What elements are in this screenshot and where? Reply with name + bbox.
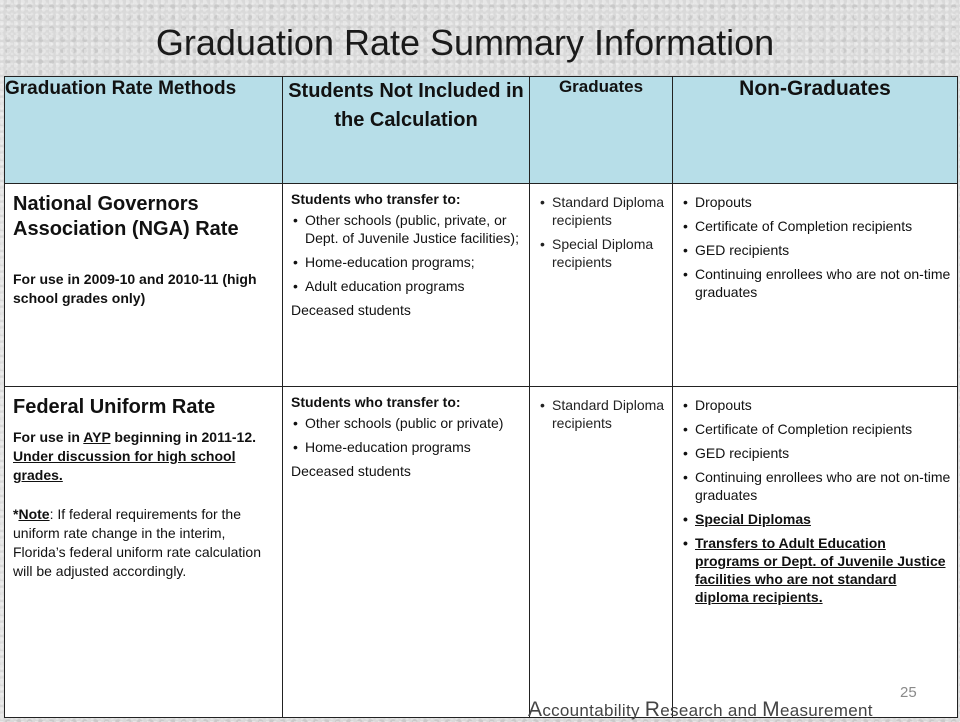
list-item: • Dropouts — [681, 193, 951, 211]
list-item: • Certificate of Completion recipients — [681, 420, 951, 438]
graduates-cell — [530, 184, 673, 387]
list-item: • Other schools (public, private, or Dept. of Juvenile Justice facilities); — [291, 211, 523, 247]
list-item: • Adult education programs — [291, 277, 523, 295]
list-item: • Home-education programs; — [291, 253, 523, 271]
table-row-federal — [5, 387, 958, 718]
not-included-heading: Students who transfer to: — [291, 394, 461, 410]
page-number: 25 — [900, 684, 917, 701]
list-item: • Special Diploma recipients — [538, 235, 666, 271]
list-item: • Certificate of Completion recipients — [681, 217, 951, 235]
method-cell — [5, 184, 283, 387]
header-row — [5, 77, 958, 184]
not-included-cell — [283, 387, 530, 718]
list-item: • GED recipients — [681, 241, 951, 259]
graduates-cell — [530, 387, 673, 718]
list-item: • Standard Diploma recipients — [538, 396, 666, 432]
non-graduates-cell — [673, 184, 958, 387]
slide-title: Graduation Rate Summary Information — [155, 22, 775, 63]
header-not-included: Students Not Included in the Calculation — [283, 77, 530, 184]
list-item: • Continuing enrollees who are not on-time graduates — [681, 468, 951, 504]
not-included-cell — [283, 184, 530, 387]
method-note: *Note: If federal requirements for the uniform rate change in the interim, Florida’s federal uniform rate calculation will be adjusted accordingly. — [13, 506, 261, 579]
method-name: National Governors Association (NGA) Rate — [13, 193, 239, 240]
footer-branding: Accountability Research and Measurement — [528, 698, 873, 721]
method-use-text: For use in 2009-10 and 2010-11 (high school grades only) — [13, 271, 257, 306]
header-non-graduates: Non-Graduates — [673, 77, 958, 184]
list-item: Deceased students — [291, 463, 411, 479]
list-item: • Home-education programs — [291, 438, 523, 456]
method-use-text: For use in AYP beginning in 2011-12. Under discussion for high school grades. — [13, 429, 257, 483]
list-item: • Dropouts — [681, 396, 951, 414]
list-item: Deceased students — [291, 302, 411, 318]
summary-table — [4, 76, 958, 718]
list-item: • Continuing enrollees who are not on-time graduates — [681, 265, 951, 301]
method-name: Federal Uniform Rate — [13, 396, 216, 418]
header-graduates: Graduates — [530, 77, 673, 184]
not-included-heading: Students who transfer to: — [291, 191, 461, 207]
list-item: • Standard Diploma recipients — [538, 193, 666, 229]
list-item: • Special Diplomas — [681, 510, 951, 528]
header-methods: Graduation Rate Methods — [5, 77, 283, 184]
list-item: • Other schools (public or private) — [291, 414, 523, 432]
non-graduates-cell — [673, 387, 958, 718]
method-cell — [5, 387, 283, 718]
list-item: • GED recipients — [681, 444, 951, 462]
table-row-nga — [5, 184, 958, 387]
list-item: • Transfers to Adult Education programs or Dept. of Juvenile Justice facilities who are not standard diploma recipients. — [681, 534, 951, 606]
